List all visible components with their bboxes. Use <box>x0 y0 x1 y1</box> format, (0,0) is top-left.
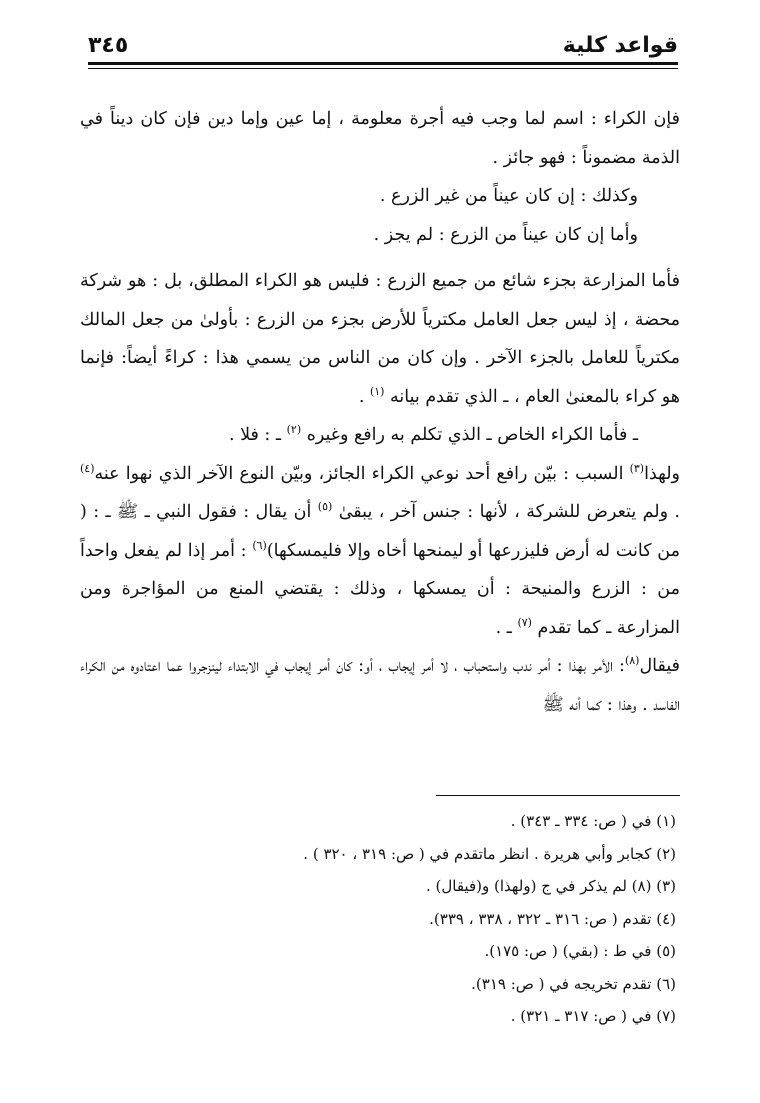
paragraph-text: ولهذا <box>644 463 680 484</box>
paragraph-text: أن يقال : فقول النبي ـ ﷺ ـ : ( من كانت له أرض فليزرعها أو ليمنحها أخاه وإلا فليمسكها) <box>80 502 680 561</box>
footnote-ref: (١) <box>369 384 385 398</box>
paragraph <box>80 416 680 455</box>
paragraph <box>80 647 680 724</box>
paragraph-text: : الأمر بهذا : أمر ندب واستحباب ، لا أمر إيجاب ، أو: كان أمر إيجاب في الابتداء لينزجروا عما اعتادوه من الكراء الفاسد . وهذا : كما أنه ﷺ <box>80 656 680 715</box>
footnote: (١) في ( ص: ٣٣٤ ـ ٣٤٣) . <box>510 812 676 830</box>
footnote: (٦) تقدم تخريجه في ( ص: ٣١٩). <box>471 974 676 993</box>
header-rule-thin <box>88 68 678 69</box>
footnote-ref: (٦) <box>252 538 267 552</box>
header-rule-thick <box>88 62 678 65</box>
footnote-separator <box>436 795 680 796</box>
paragraph-text: : أمر إذا لم يفعل واحداً من : الزرع والمنيحة : أن يمسكها ، وذلك : يقتضي المنع من المؤاجرة ومن المزارعة ـ كما تقدم <box>80 540 680 638</box>
paragraph-text: . <box>358 386 370 407</box>
paragraph-text: . ولم يتعرض للشركة ، لأنها : جنس آخر ، يبقىٰ <box>338 502 680 522</box>
paragraph <box>80 455 680 648</box>
paragraph-text: ـ فأما الكراء الخاص ـ الذي تكلم به رافع وغيره <box>306 425 638 445</box>
paragraph-text: السبب : بيّن رافع أحد نوعي الكراء الجائز، وبيّن النوع الآخر الذي نهوا عنه <box>94 463 630 484</box>
footnote: (٧) في ( ص: ٣١٧ ـ ٣٢١) . <box>510 1007 676 1025</box>
paragraph <box>80 262 680 416</box>
footnote-ref: (٨) <box>624 654 640 668</box>
footnote: (٥) في ط : (بقي) ( ص: ١٧٥). <box>484 942 676 960</box>
paragraph: وأما إن كان عيناً من الزرع : لم يجز . <box>373 224 638 245</box>
footnote-ref: (٢) <box>286 423 302 437</box>
paragraph: وكذلك : إن كان عيناً من غير الزرع . <box>379 186 638 206</box>
footnotes <box>78 805 678 1033</box>
paragraph: فإن الكراء : اسم لما وجب فيه أجرة معلومة ، إما عين وإما دين فإن كان ديناً في الذمة مضموناً : فهو جائز . <box>80 109 680 168</box>
paragraph-text: فيقال <box>639 656 680 676</box>
paragraph-text: ـ : فلا . <box>228 425 287 445</box>
main-text <box>80 100 680 724</box>
footnote-ref: (٣) <box>629 461 645 475</box>
footnote: (٣) (٨) لم يذكر في ج (ولهذا) و(فيقال) . <box>425 877 676 895</box>
footnote-ref: (٥) <box>317 500 333 514</box>
footnote: (٤) تقدم ( ص: ٣١٦ ـ ٣٢٢ ، ٣٣٨ ، ٣٣٩). <box>429 909 676 928</box>
page-number: ٣٤٥ <box>88 33 129 58</box>
paragraph-text: فأما المزارعة بجزء شائع من جميع الزرع : فليس هو الكراء المطلق، بل : هو شركة محضة ، إذ ليس جعل العامل مكترياً للأرض بجزء من الزرع : بأولىٰ من جعل المالك مكترياً للعامل بالجزء الآخر . وإن كان من الناس من يسمي هذا : كراءً أيضاً: فإنما هو كراء بالمعنىٰ العام ، ـ الذي تقدم بيانه <box>80 271 680 407</box>
footnote: (٢) كجابر وأبي هريرة . انظر ماتقدم في ( ص: ٣١٩ ، ٣٢٠ ) . <box>303 844 676 863</box>
paragraph-text: ـ . <box>495 617 518 638</box>
footnote-ref: (٤) <box>80 461 95 475</box>
page-header <box>88 28 678 58</box>
footnote-ref: (٧) <box>517 615 532 629</box>
running-title: قواعد كلية <box>562 33 678 58</box>
